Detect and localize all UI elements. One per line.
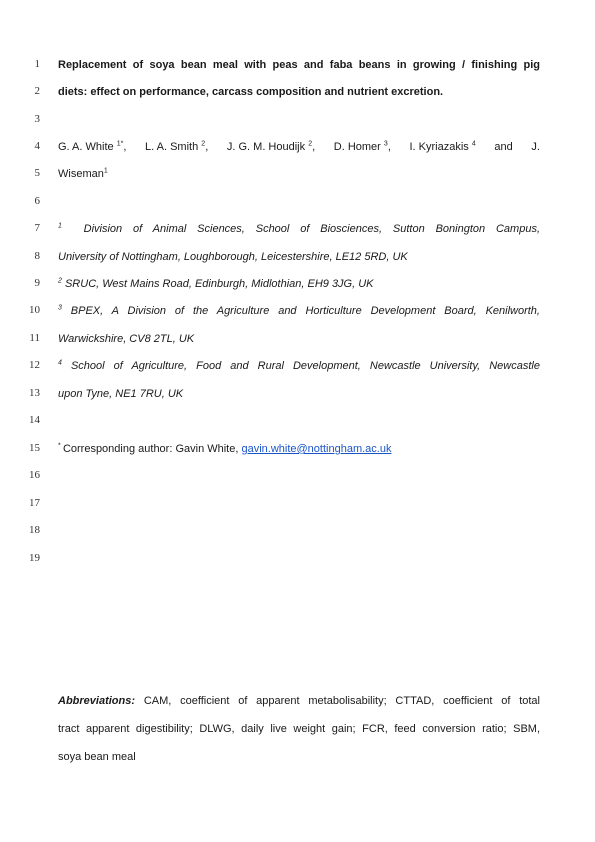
- line-number: 6: [34, 195, 40, 207]
- line-number: 5: [34, 167, 40, 179]
- corresponding-email-link[interactable]: gavin.white@nottingham.ac.uk: [241, 443, 392, 455]
- affiliation-4-line-2: upon Tyne, NE1 7RU, UK: [58, 388, 184, 400]
- line-number: 17: [29, 497, 40, 509]
- line-number: 3: [34, 113, 40, 125]
- line-number: 9: [34, 277, 40, 289]
- abbreviations-line-2: tract apparent digestibility; DLWG, daily live weight gain; FCR, feed conversion ratio; SBM,: [58, 723, 540, 735]
- author: J.: [531, 141, 540, 153]
- author: J. G. M. Houdijk $^2$,: [226, 140, 316, 153]
- line-number: 13: [29, 387, 40, 399]
- affiliation-1-line-1: $^1$ Division of Animal Sciences, School of Biosciences, Sutton Bonington Campus,: [58, 222, 540, 235]
- paper-title-line-2: diets: effect on performance, carcass composition and nutrient excretion.: [58, 86, 444, 98]
- line-number: 10: [29, 304, 40, 316]
- line-number: 8: [34, 250, 40, 262]
- affiliation-1-line-2: University of Nottingham, Loughborough, Leicestershire, LE12 5RD, UK: [58, 251, 408, 263]
- author: I. Kyriazakis $^4$: [409, 140, 476, 153]
- affiliation-4-line-1: $^4$ School of Agriculture, Food and Rural Development, Newcastle University, Newcastle: [58, 359, 540, 372]
- line-number: 15: [29, 442, 40, 454]
- line-number: 14: [29, 414, 40, 426]
- affiliation-3-line-2: Warwickshire, CV8 2TL, UK: [58, 333, 195, 345]
- corresponding-author: * Corresponding author: Gavin White, gavin.white@nottingham.ac.uk: [58, 442, 392, 455]
- line-number: 19: [29, 552, 40, 564]
- affiliation-3-line-1: $^3$ BPEX, A Division of the Agriculture and Horticulture Development Board, Kenilworth,: [58, 304, 540, 317]
- line-number: 4: [34, 140, 40, 152]
- author: D. Homer $^3$,: [333, 140, 391, 153]
- line-number: 11: [29, 332, 40, 344]
- abbreviations-line-1: Abbreviations: CAM, coefficient of apparent metabolisability; CTTAD, coefficient of total: [58, 695, 540, 707]
- line-number: 1: [34, 58, 40, 70]
- line-number: 18: [29, 524, 40, 536]
- author: G. A. White $^{1*}$,: [58, 140, 127, 153]
- affiliation-2: $^2$ SRUC, West Mains Road, Edinburgh, Midlothian, EH9 3JG, UK: [58, 277, 374, 290]
- paper-title-line-1: Replacement of soya bean meal with peas and faba beans in growing / finishing pig: [58, 59, 540, 71]
- author: L. A. Smith $^2$,: [145, 140, 209, 153]
- abbreviations-line-3: soya bean meal: [58, 751, 136, 763]
- line-number: 12: [29, 359, 40, 371]
- line-number: 7: [34, 222, 40, 234]
- author-continuation: Wiseman$^1$: [58, 167, 108, 180]
- author-conjunction: and: [494, 141, 513, 153]
- author-list: [58, 140, 540, 154]
- line-number: 2: [34, 85, 40, 97]
- abbreviations-label: Abbreviations:: [58, 695, 136, 707]
- line-number: 16: [29, 469, 40, 481]
